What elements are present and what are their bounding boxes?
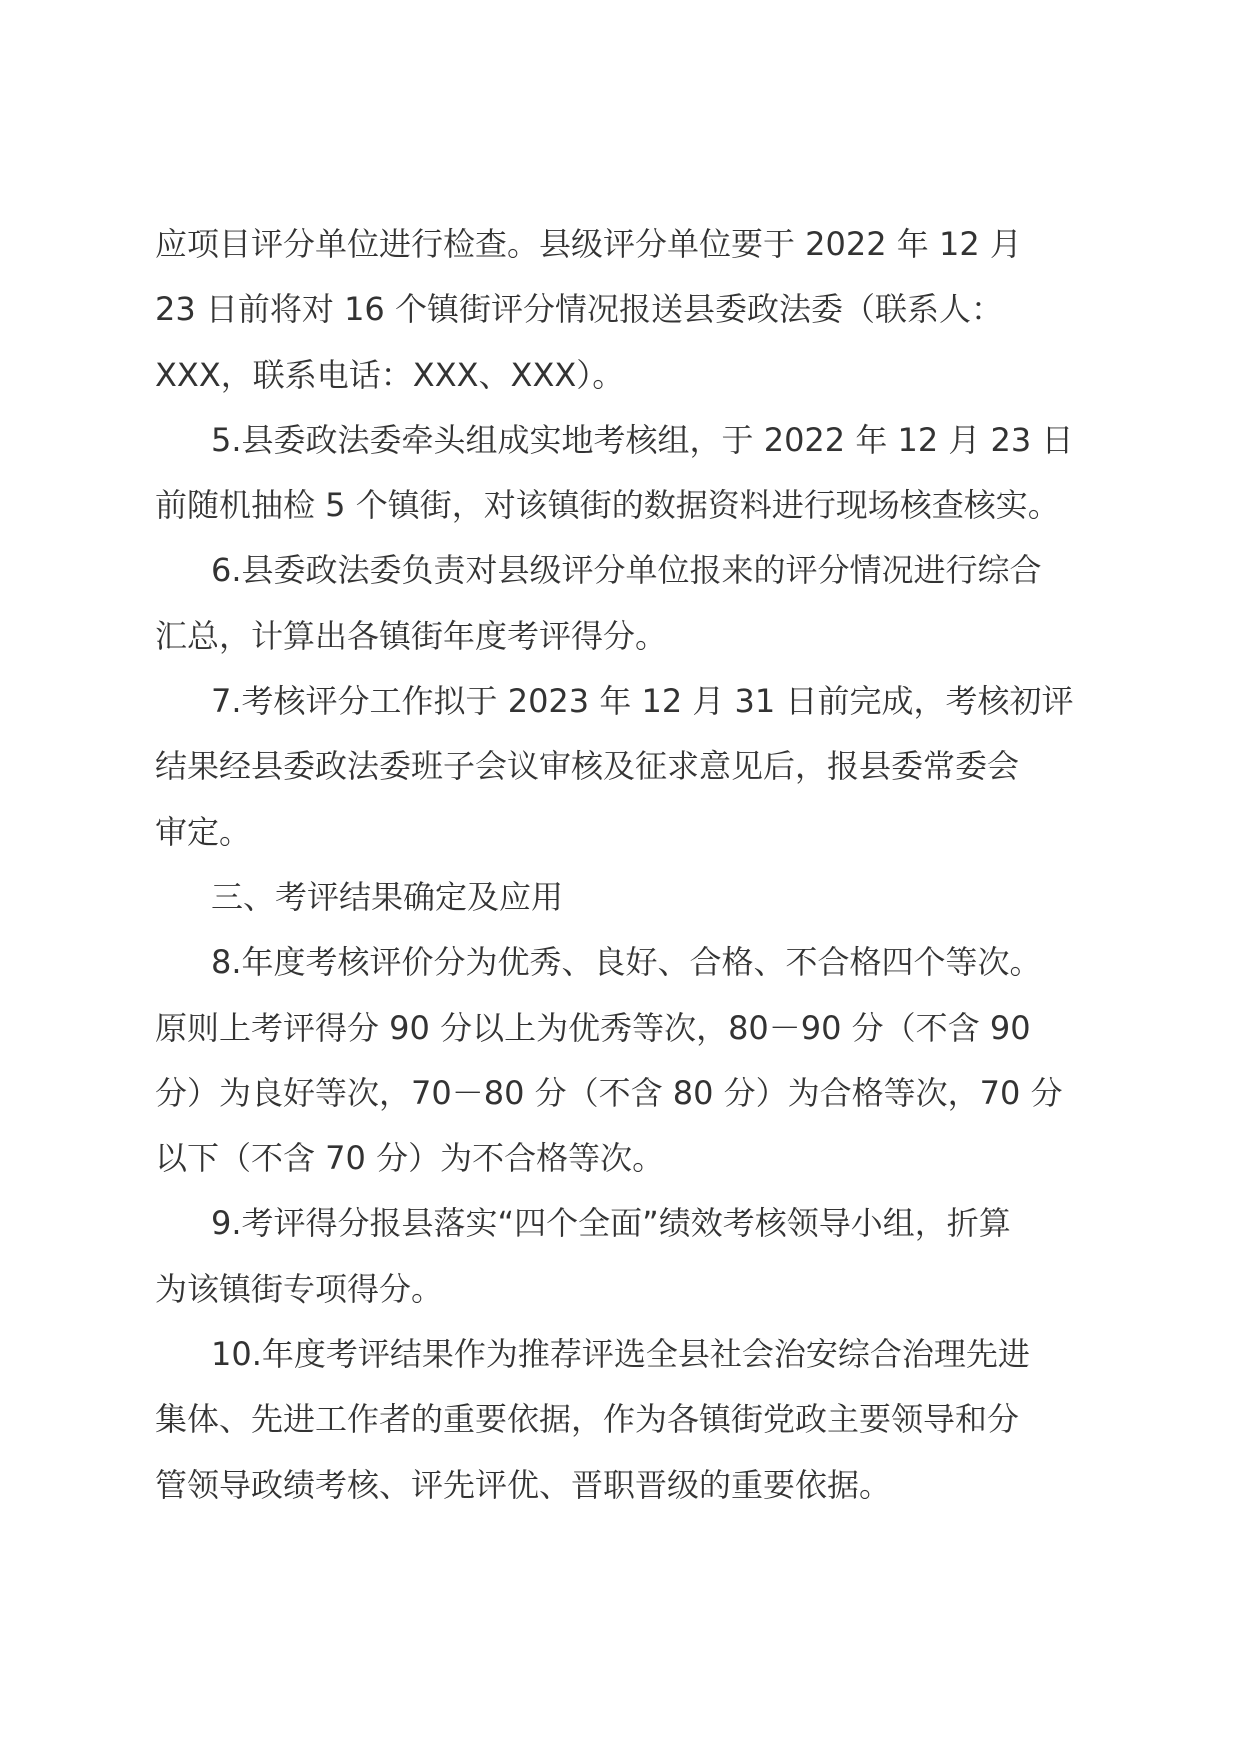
paragraph-item-7 — [155, 669, 1090, 865]
text-line: 结果经县委政法委班子会议审核及征求意见后，报县委常委会 — [155, 747, 1020, 786]
text-line: 23 日前将对 16 个镇街评分情况报送县委政法委（联系人： — [155, 290, 1003, 329]
text-line: 7.考核评分工作拟于 2023 年 12 月 31 日前完成，考核初评 — [211, 682, 1074, 721]
text-line: XXX，联系电话：XXX、XXX）。 — [155, 355, 625, 394]
text-line: 管领导政绩考核、评先评优、晋职晋级的重要依据。 — [155, 1465, 892, 1504]
text-line: 集体、先进工作者的重要依据，作为各镇街党政主要领导和分 — [155, 1400, 1020, 1439]
paragraph-item-5 — [155, 408, 1090, 539]
section-heading-3 — [155, 865, 1090, 930]
paragraph-item-6 — [155, 538, 1090, 669]
text-line: 6.县委政法委负责对县级评分单位报来的评分情况进行综合 — [211, 551, 1042, 590]
text-line: 以下（不含 70 分）为不合格等次。 — [155, 1139, 665, 1178]
text-line: 审定。 — [155, 812, 252, 851]
text-line: 应项目评分单位进行检查。县级评分单位要于 2022 年 12 月 — [155, 225, 1022, 263]
document-body — [155, 212, 1090, 1518]
section-heading-text: 三、考评结果确定及应用 — [211, 877, 564, 916]
text-line: 10.年度考评结果作为推荐评选全县社会治安综合治理先进 — [211, 1335, 1030, 1374]
text-line: 原则上考评得分 90 分以上为优秀等次，80－90 分（不含 90 — [155, 1008, 1031, 1047]
paragraph-item-10 — [155, 1322, 1090, 1518]
text-line: 前随机抽检 5 个镇街，对该镇街的数据资料进行现场核查核实。 — [155, 486, 1060, 525]
paragraph-item-8 — [155, 930, 1090, 1191]
text-line: 分）为良好等次，70－80 分（不含 80 分）为合格等次，70 分 — [155, 1073, 1063, 1112]
text-line: 8.年度考核评价分为优秀、良好、合格、不合格四个等次。 — [211, 943, 1042, 982]
paragraph-inspection-deadline — [155, 212, 1090, 408]
text-line: 为该镇街专项得分。 — [155, 1269, 444, 1308]
paragraph-item-9 — [155, 1191, 1090, 1322]
text-line: 汇总，计算出各镇街年度考评得分。 — [155, 616, 668, 655]
text-line: 9.考评得分报县落实“四个全面”绩效考核领导小组，折算 — [211, 1204, 1011, 1243]
text-line: 5.县委政法委牵头组成实地考核组，于 2022 年 12 月 23 日 — [211, 420, 1074, 459]
